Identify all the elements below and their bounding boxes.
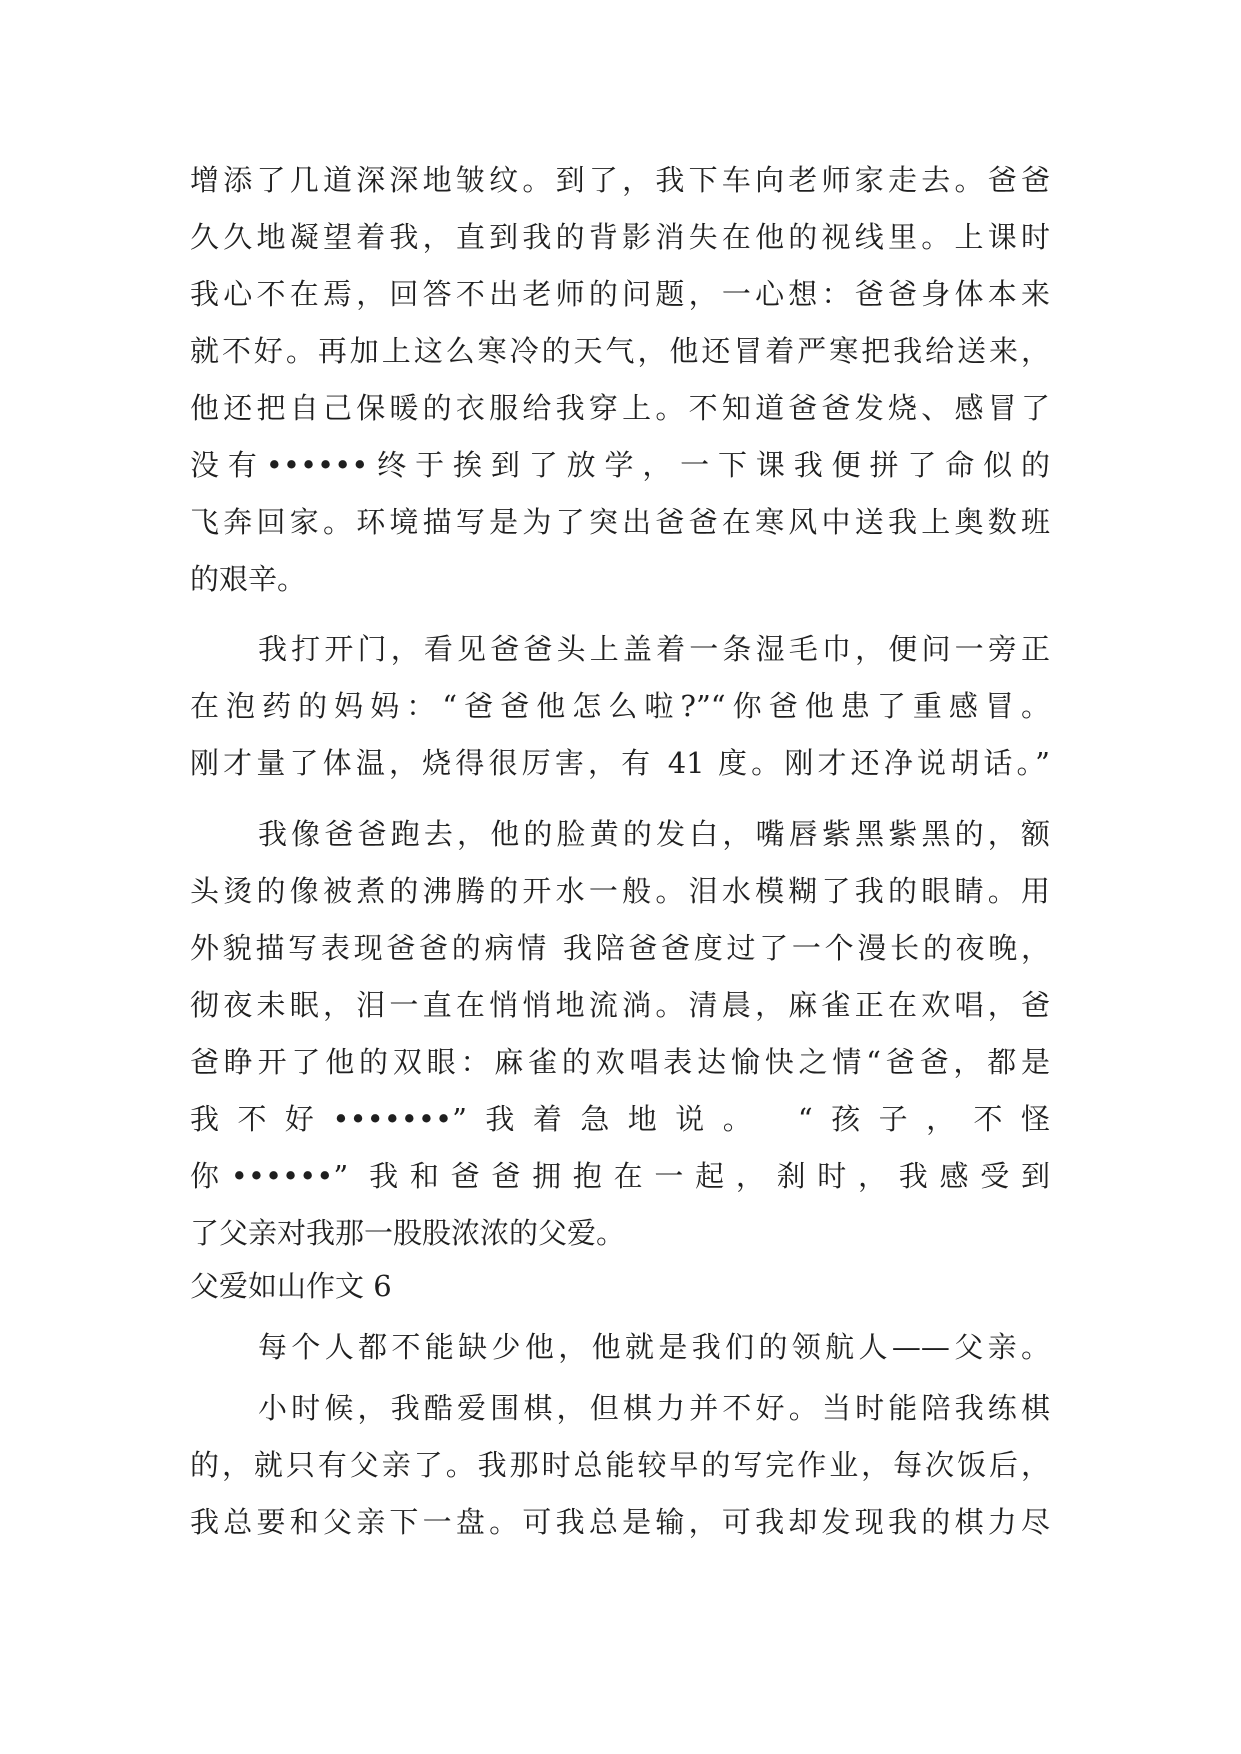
text-line-17: 我不好•••••••”我着急地说。 “孩子，不怪 <box>190 1102 1050 1136</box>
text-line-16: 爸睁开了他的双眼：麻雀的欢唱表达愉快之情“爸爸，都是 <box>190 1045 1050 1079</box>
text-line-22: 小时候，我酷爱围棋，但棋力并不好。当时能陪我练棋 <box>258 1391 1050 1425</box>
text-line-12: 我像爸爸跑去，他的脸黄的发白，嘴唇紫黑紫黑的，额 <box>258 817 1050 851</box>
text-line-23: 的，就只有父亲了。我那时总能较早的写完作业，每次饭后， <box>190 1448 1050 1482</box>
text-line-1: 增添了几道深深地皱纹。到了，我下车向老师家走去。爸爸 <box>190 163 1050 197</box>
text-line-15: 彻夜未眠，泪一直在悄悄地流淌。清晨，麻雀正在欢唱，爸 <box>190 988 1050 1022</box>
text-line-24: 我总要和父亲下一盘。可我总是输，可我却发现我的棋力尽 <box>190 1505 1050 1539</box>
text-line-7: 飞奔回家。环境描写是为了突出爸爸在寒风中送我上奥数班 <box>190 505 1050 539</box>
text-line-11: 刚才量了体温，烧得很厉害，有 41 度。刚才还净说胡话。” <box>190 746 1050 780</box>
text-line-8: 的艰辛。 <box>190 562 307 596</box>
section-heading: 父爱如山作文 6 <box>190 1269 392 1303</box>
text-line-2: 久久地凝望着我，直到我的背影消失在他的视线里。上课时 <box>190 220 1050 254</box>
text-line-19: 了父亲对我那一股股浓浓的父爱。 <box>190 1216 626 1250</box>
text-line-5: 他还把自己保暖的衣服给我穿上。不知道爸爸发烧、感冒了 <box>190 391 1050 425</box>
text-line-9: 我打开门，看见爸爸头上盖着一条湿毛巾，便问一旁正 <box>258 632 1050 666</box>
text-line-4: 就不好。再加上这么寒冷的天气，他还冒着严寒把我给送来， <box>190 334 1050 368</box>
text-line-6: 没有••••••终于挨到了放学，一下课我便拼了命似的 <box>190 448 1050 482</box>
text-line-13: 头烫的像被煮的沸腾的开水一般。泪水模糊了我的眼睛。用 <box>190 874 1050 908</box>
text-line-10: 在泡药的妈妈：“爸爸他怎么啦?”“你爸他患了重感冒。 <box>190 689 1050 723</box>
text-line-14: 外貌描写表现爸爸的病情 我陪爸爸度过了一个漫长的夜晚， <box>190 931 1050 965</box>
text-line-3: 我心不在焉，回答不出老师的问题，一心想：爸爸身体本来 <box>190 277 1050 311</box>
text-line-21: 每个人都不能缺少他，他就是我们的领航人——父亲。 <box>258 1330 1050 1364</box>
text-line-18: 你••••••” 我和爸爸拥抱在一起，刹时，我感受到 <box>190 1159 1050 1193</box>
